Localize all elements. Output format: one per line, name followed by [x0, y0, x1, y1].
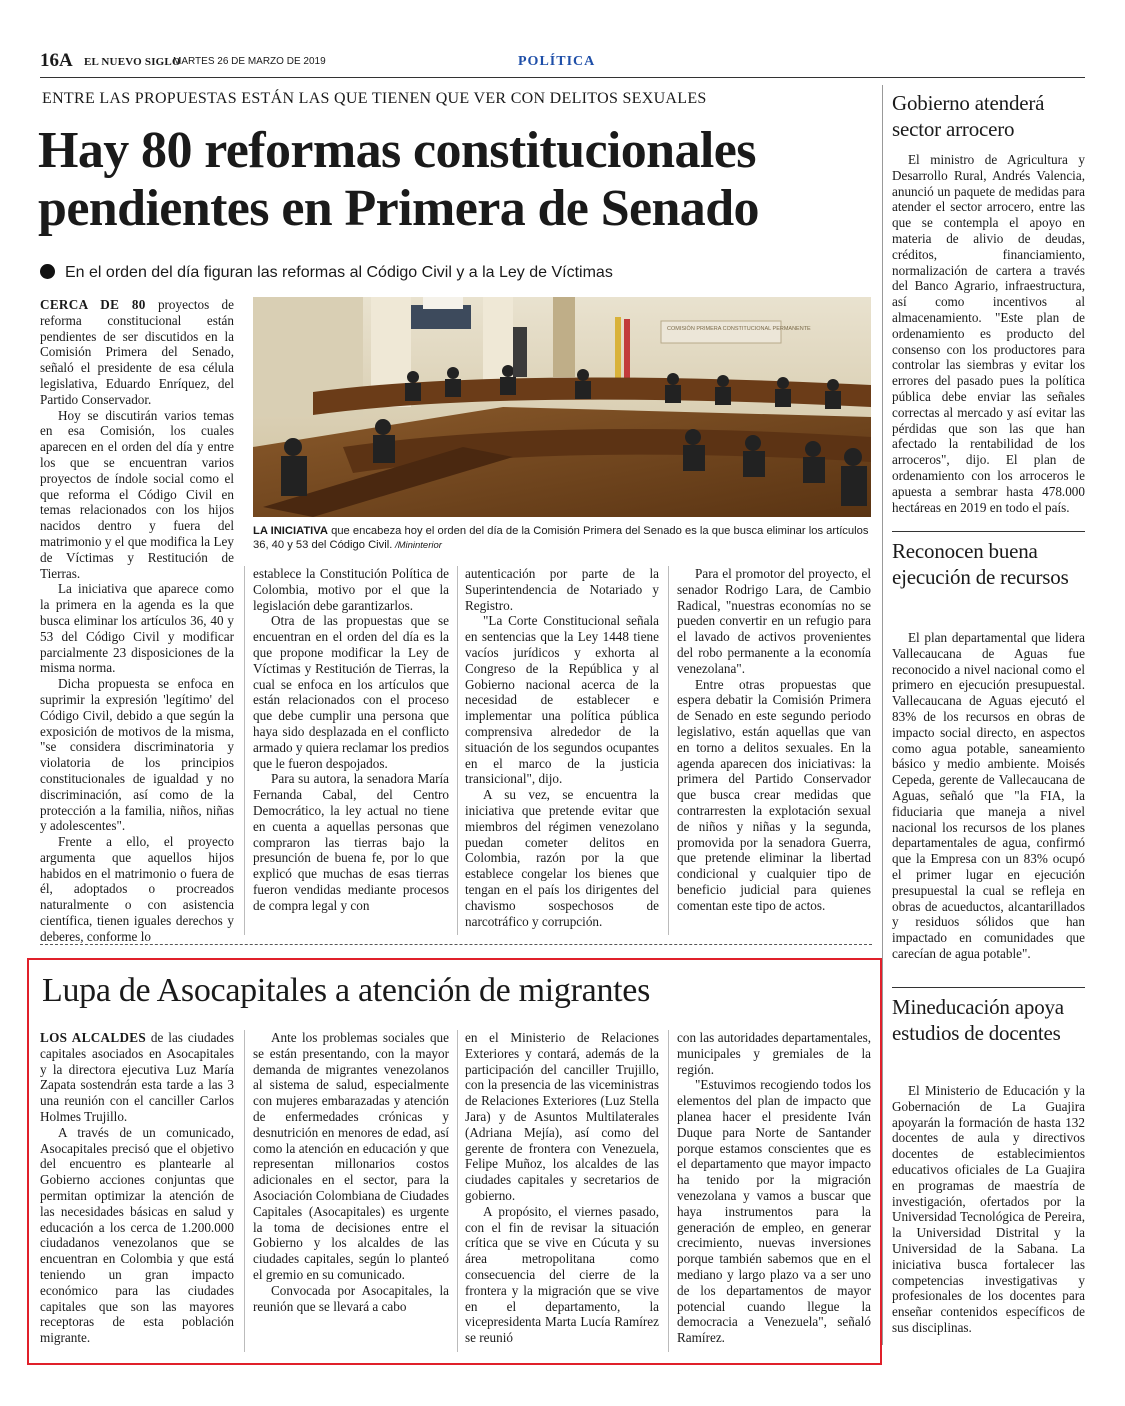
- main-paragraph: Otra de las propuestas que se encuentran en el orden del día es la que propone modificar la Ley de Víctimas y Restitución de Tierras, la cual se enfoca en los artículos que están relacionados con el proceso que debe cumplir una persona que haya sido desplazada en el conflicto armado y quiera reclamar los predios que le fueron despojados.: [253, 613, 449, 771]
- main-headline: Hay 80 reformas constitucionales pendientes en Primera de Senado: [38, 122, 759, 237]
- main-column-2: [253, 566, 449, 935]
- folio-rule: [40, 77, 1085, 78]
- main-paragraph: autenticación por parte de la Superintendencia de Notariado y Registro.: [465, 566, 659, 613]
- main-paragraph: Dicha propuesta se enfoca en suprimir la expresión 'legítimo' del Código Civil, debido a que según la exposición de motivos de la misma, "se considera discriminatoria y violatoria de los principios constitucionales de igualdad y no discriminación, así como de la protección a la familia, niños, niñas y adolescentes".: [40, 676, 234, 834]
- bullet-icon: [40, 264, 55, 279]
- main-paragraph: Para su autora, la senadora María Fernanda Cabal, del Centro Democrático, la ley actual no tiene en cuenta a aquellas personas que compraron las tierras bajo la presunción de buena fe, por lo que explicó que muchas de esas tierras fueron vendidas mediante procesos de compra legal y con: [253, 771, 449, 913]
- brief-paragraph: El plan departamental que lidera Vallecaucana de Aguas fue reconocido a nivel nacional como el primero en ejecución presupuestal. Vallecaucana de Aguas ejecutó el 83% de los recursos en obras de impacto social directo, en aspectos como agua potable, saneamiento básico y medio ambiente. Moisés Cepeda, gerente de Vallecaucana de Aguas, señaló que "la FIA, la fiduciaria que maneja a nivel nacional los recursos de los planes departamentales de agua, confirmó que la Empresa con un 83% ocupó el primer lugar en ejecución presupuestal la cual se refleja en obras de acueductos, alcantarillados y residuos sólidos que han impactado en comunidades que carecían de agua potable".: [892, 630, 1085, 961]
- paragraph-text: proyectos de reforma constitucional están pendientes de ser discutidos en la Comisión Primera del Senado, señaló el presidente de esa célula legislativa, Eduardo Enríquez, del Partido Conservador.: [40, 297, 234, 407]
- page-number: 16A: [40, 50, 73, 71]
- migrantes-paragraph: con las autoridades departamentales, municipales y gremiales de la región.: [677, 1030, 871, 1077]
- brief-body-arroz: [892, 152, 1085, 524]
- senate-commission-photo: [253, 297, 871, 517]
- photo-credit: /Mininterior: [392, 540, 442, 551]
- main-paragraph: establece la Constitución Política de Colombia, motivo por el que la legislación debe garantizarlos.: [253, 566, 449, 613]
- lead-in: LOS ALCALDES: [40, 1030, 146, 1045]
- column-rule: [457, 566, 458, 935]
- main-paragraph: Para el promotor del proyecto, el senador Rodrigo Lara, de Cambio Radical, "nuestras economías no se pueden convertir en un refugio para el lavado de activos provenientes del robo permanente a la economía venezolana".: [677, 566, 871, 676]
- main-column-4: [677, 566, 871, 935]
- migrantes-paragraph: [40, 1030, 234, 1125]
- column-rule: [244, 1030, 245, 1352]
- main-paragraph: Hoy se discutirán varios temas en esa Comisión, los cuales aparecen en el orden del día y entre los que se encuentran varios proyectos de índole social como el que reforma el Código Civil en temas relacionados con los hijos nacidos dentro y fuera del matrimonio y el que modifica la Ley de Víctimas y Restitución de Tierras.: [40, 407, 234, 581]
- column-rule: [668, 1030, 669, 1352]
- migrantes-paragraph: "Estuvimos recogiendo todos los elementos del plan de impacto que planea hacer el presidente Iván Duque para Norte de Santander porque estamos conscientes que es el departamento que mayor impacto ha tenido por la migración venezolana y vamos a buscar que haya instrumentos para la generación de empleo, en generar crecimiento, nuevas inversiones porque también sabemos que en el mediano y largo plazo va a ser uno de los departamentos de mayor potencial cuando llegue la democracia a Venezuela", señaló Ramírez.: [677, 1077, 871, 1346]
- lead-in: CERCA DE 80: [40, 297, 146, 312]
- page-folio: [40, 50, 1085, 76]
- photo-wall-sign: COMISIÓN PRIMERA CONSTITUCIONAL PERMANENTE: [667, 326, 811, 332]
- column-rule: [668, 566, 669, 935]
- rail-divider: [882, 85, 883, 1345]
- migrantes-paragraph: Ante los problemas sociales que se están presentando, con la mayor demanda de migrantes venezolanos al sistema de salud, especialmente con mujeres embarazadas y atención de enfermedades crónicas y desnutrición en menores de edad, así como la atención en educación y que representan millonarios costos adicionales en el sector, para la Asociación Colombiana de Ciudades Capitales (Asocapitales) es urgente la toma de decisiones entre el Gobierno y los alcaldes de las ciudades capitales, según lo planteó el gremio en su comunicado.: [253, 1030, 449, 1282]
- paragraph-text: de las ciudades capitales asociados en Asocapitales y la directora ejecutiva Luz María Zapata sostendrán esta tarde a las 3 una reunión con el canciller Carlos Holmes Trujillo.: [40, 1030, 234, 1124]
- migrantes-column-4: [677, 1030, 871, 1352]
- migrantes-column-2: [253, 1030, 449, 1352]
- issue-date: MARTES 26 DE MARZO DE 2019: [173, 56, 326, 67]
- migrantes-paragraph: A través de un comunicado, Asocapitales precisó que el objetivo del encuentro es plantearle al Gobierno acciones conjuntas que permitan optimizar la atención de las necesidades básicas en salud y educación a los cerca de 1.200.000 ciudadanos venezolanos que se encuentran en Colombia y que está teniendo un gran impacto económico para las ciudades capitales que son las mayores receptoras de esta población migrante.: [40, 1124, 234, 1346]
- newspaper-name: EL NUEVO SIGLO: [84, 56, 181, 68]
- migrantes-paragraph: A propósito, el viernes pasado, con el fin de revisar la situación crítica que se vive en Cúcuta y su área metropolitana como consecuencia del cierre de la frontera y la migración que se vive en el departamento, la vicepresidenta Marta Lucía Ramírez se reunió: [465, 1203, 659, 1346]
- brief-headline-recursos: Reconocen buena ejecución de recursos: [892, 539, 1069, 589]
- migrantes-paragraph: en el Ministerio de Relaciones Exteriores y contará, además de la participación del canciller Trujillo, con la presencia de las viceministras de Relaciones Exteriores (Luz Stella Jara) y de Asuntos Multilaterales (Adriana Mejía), así como del gerente de frontera con Venezuela, Felipe Muñoz, los alcaldes de las ciudades capitales y secretarios de gobierno.: [465, 1030, 659, 1203]
- story-separator: [40, 944, 872, 945]
- migrantes-column-1: [40, 1030, 234, 1352]
- migrantes-column-3: [465, 1030, 659, 1352]
- brief-separator: [892, 987, 1085, 988]
- main-paragraph: Entre otras propuestas que espera debatir la Comisión Primera de Senado en este segundo periodo legislativo, están aquellas que van en torno a delitos sexuales. En la agenda aparecen dos iniciativas: la primera del Partido Conservador que busca crear medidas que contrarresten la explotación sexual de niños y niñas y la segunda, promovida por la senadora Guerra, que pretende eliminar la libertad condicional y cualquier tipo de beneficio judicial para quienes comentan este tipo de actos.: [677, 676, 871, 913]
- brief-paragraph: El Ministerio de Educación y la Gobernación de La Guajira apoyarán la formación de hasta 132 docentes de aula y directivos docentes de establecimientos educativos oficiales de La Guajira en programas de maestría de investigación, ofertados por la Universidad Tecnológica de Pereira, la Universidad Distrital y la Universidad de la Sabana. La iniciativa busca fortalecer las competencias investigativas y profesionales de los docentes para enseñar contenidos específicos de sus disciplinas.: [892, 1083, 1085, 1335]
- subhead-text: En el orden del día figuran las reformas al Código Civil y a la Ley de Víctimas: [65, 264, 613, 281]
- brief-body-mineducacion: [892, 1083, 1085, 1339]
- migrantes-headline: Lupa de Asocapitales a atención de migrantes: [42, 972, 651, 1009]
- brief-body-recursos: [892, 630, 1085, 982]
- brief-paragraph: El ministro de Agricultura y Desarrollo Rural, Andrés Valencia, anunció un paquete de medidas para atender el sector arrocero, entre las que se contempla el apoyo en materia de alivio de deudas, créditos, financiamiento, normalización de cartera a través del Banco Agrario, infraestructura, así como incentivos al almacenamiento. "Este plan de ordenamiento es producto del consenso con los productores para controlar las siembras y evitar los errores del pasado pues la política pública debe enviar las señales correctas al mercado y así evitar las pérdidas que son las que han afectado la rentabilidad de los arroceros", dijo. El plan de ordenamiento con los arroceros le apuesta a sembrar hasta 478.000 hectáreas en 2019 en todo el país.: [892, 152, 1085, 515]
- column-rule: [244, 566, 245, 935]
- column-rule: [457, 1030, 458, 1352]
- migrantes-paragraph: Convocada por Asocapitales, la reunión que se llevará a cabo: [253, 1282, 449, 1314]
- main-column-3: [465, 566, 659, 935]
- caption-text: que encabeza hoy el orden del día de la Comisión Primera del Senado es la que busca eliminar los artículos 36, 40 y 53 del Código Civil.: [253, 525, 869, 551]
- main-paragraph: [40, 297, 234, 408]
- brief-headline-arroz: Gobierno atenderá sector arrocero: [892, 91, 1045, 141]
- photo-caption: [253, 524, 871, 553]
- main-subhead: [40, 264, 613, 282]
- story-kicker: ENTRE LAS PROPUESTAS ESTÁN LAS QUE TIENEN QUE VER CON DELITOS SEXUALES: [42, 90, 707, 107]
- caption-lead: LA INICIATIVA: [253, 525, 328, 537]
- main-paragraph: A su vez, se encuentra la iniciativa que pretende evitar que miembros del régimen venezolano puedan cometer delitos en Colombia, razón por la que establece congelar los bienes que tengan en el país los dirigentes del chavismo sospechosos de narcotráfico y corrupción.: [465, 787, 659, 929]
- photo-illustration: [253, 297, 871, 517]
- brief-separator: [892, 531, 1085, 532]
- main-paragraph: La iniciativa que aparece como la primera en la agenda es la que busca eliminar los artículos 36, 40 y 53 del Código Civil y modificar parcialmente 23 disposiciones de la misma norma.: [40, 581, 234, 676]
- section-label: POLÍTICA: [518, 54, 596, 69]
- main-paragraph: "La Corte Constitucional señala en sentencias que la Ley 1448 tiene vacíos jurídicos y exhorta al Congreso de la República y al Gobierno nacional acerca de la necesidad de establecer e implementar una política pública comprensiva alrededor de la situación de los segundos ocupantes en el marco de la justicia transicional", dijo.: [465, 613, 659, 787]
- main-column-1: [40, 297, 234, 944]
- main-paragraph: Frente a ello, el proyecto argumenta que aquellos hijos habidos en el matrimonio o fuera de él, adoptados o procreados naturalmente o con asistencia científica, tienen iguales derechos y deberes, conforme lo: [40, 834, 234, 944]
- brief-headline-mineducacion: Mineducación apoya estudios de docentes: [892, 995, 1064, 1045]
